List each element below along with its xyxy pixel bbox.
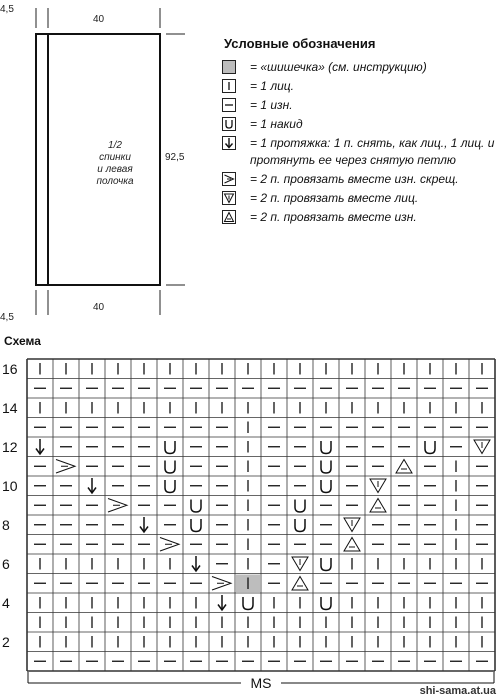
piece-label-line: спинки — [99, 152, 131, 163]
chart-title: Схема — [4, 334, 41, 348]
yarn-over-mark — [191, 500, 201, 513]
pull-through-icon — [222, 136, 236, 150]
height-dimension: 92,5 — [165, 152, 185, 163]
piece-label-line: полочка — [96, 176, 134, 187]
bobble-shaded-cell-icon — [222, 60, 236, 74]
yarn-over-mark — [321, 480, 331, 493]
legend-item-text: = 2 п. провязать вместе изн. — [250, 210, 417, 224]
legend-item-text: = 1 накид — [250, 117, 303, 131]
legend-item-purl-two-together-tbl — [222, 171, 497, 188]
legend-item-text: = 1 лиц. — [250, 79, 294, 93]
purl-two-together-mark — [292, 577, 308, 591]
top-width-dimension: 40 — [93, 14, 105, 25]
row-number-left: 4 — [2, 594, 10, 611]
knit-two-together-icon — [222, 191, 236, 205]
legend-item-text: = 2 п. провязать вместе изн. скрещ. — [250, 172, 459, 186]
purl-two-together-mark — [344, 538, 360, 552]
legend-item-pull-through — [222, 135, 497, 169]
legend-item-purl — [222, 97, 497, 114]
yarn-over-mark — [425, 441, 435, 454]
legend-item-purl-two-together — [222, 209, 497, 226]
yarn-over-mark — [321, 558, 331, 571]
purl-two-together-mark — [396, 460, 412, 474]
bottom-edge-dimension: 4,5 — [0, 312, 14, 323]
knitting-chart — [0, 350, 500, 700]
knit-stitch-icon — [222, 79, 236, 93]
row-number-left: 8 — [2, 516, 10, 533]
yarn-over-mark — [165, 461, 175, 474]
repeat-label: MS — [250, 675, 272, 691]
yarn-over-icon — [222, 117, 236, 131]
legend-item-text: = 1 протяжка: 1 п. снять, как лиц., 1 лиц. и протянуть ее через снятую петлю — [250, 136, 495, 167]
piece-label — [75, 140, 155, 188]
purl-two-together-tbl-icon — [222, 172, 236, 186]
legend-item-knit — [222, 78, 497, 95]
purl-two-together-icon — [222, 210, 236, 224]
row-number-left: 12 — [2, 438, 18, 455]
legend-item-bobble — [222, 59, 497, 76]
row-number-left: 6 — [2, 555, 10, 572]
row-number-left: 16 — [2, 360, 18, 377]
legend — [222, 36, 497, 228]
yarn-over-mark — [321, 461, 331, 474]
piece-label-line: 1/2 — [108, 140, 122, 151]
yarn-over-mark — [243, 597, 253, 610]
yarn-over-mark — [321, 441, 331, 454]
top-edge-dimension: 4,5 — [0, 4, 14, 15]
yarn-over-mark — [191, 519, 201, 532]
legend-item-text: = 1 изн. — [250, 98, 293, 112]
legend-item-yarn-over — [222, 116, 497, 133]
purl-stitch-icon — [222, 98, 236, 112]
pattern-outline-panel — [0, 0, 200, 330]
yarn-over-mark — [295, 500, 305, 513]
row-number-left: 10 — [2, 477, 18, 494]
yarn-over-mark — [165, 480, 175, 493]
piece-label-line: и левая — [97, 164, 133, 175]
legend-item-knit-two-together — [222, 190, 497, 207]
yarn-over-mark — [295, 519, 305, 532]
legend-item-text: = 2 п. провязать вместе лиц. — [250, 191, 419, 205]
bottom-width-dimension: 40 — [93, 302, 105, 313]
row-number-left: 2 — [2, 633, 10, 650]
watermark: shi-sama.at.ua — [419, 685, 496, 697]
yarn-over-mark — [165, 441, 175, 454]
legend-item-text: = «шишечка» (см. инструкцию) — [250, 60, 427, 74]
purl-two-together-mark — [370, 499, 386, 513]
row-number-left: 14 — [2, 399, 18, 416]
legend-title: Условные обозначения — [224, 36, 376, 51]
yarn-over-mark — [321, 597, 331, 610]
